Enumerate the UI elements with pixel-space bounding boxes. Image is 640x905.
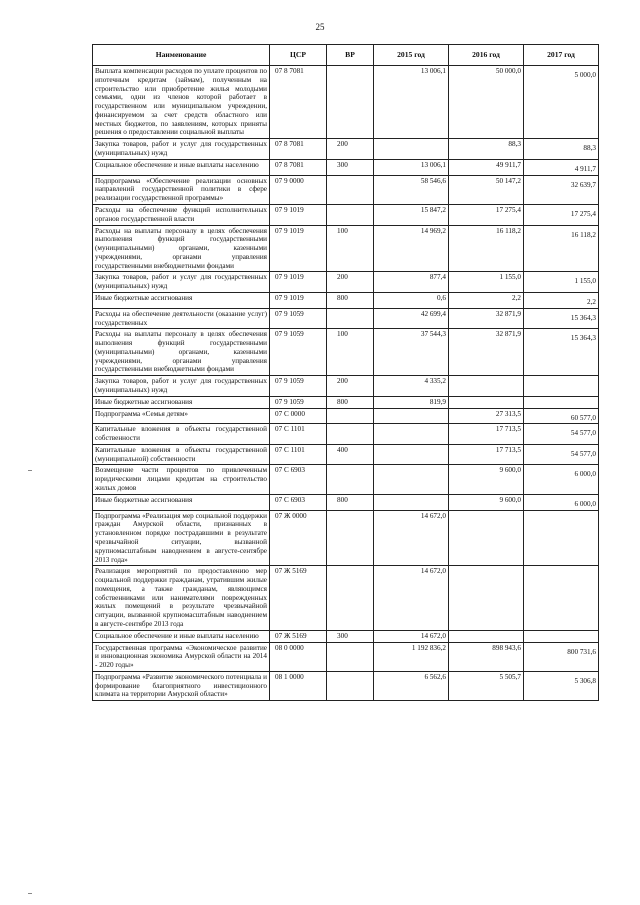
row-value-2015-text: 13 006,1 bbox=[420, 160, 446, 169]
row-csr: 07 С 0000 bbox=[270, 408, 327, 424]
row-value-2015 bbox=[374, 175, 449, 204]
row-value-2015 bbox=[374, 671, 449, 700]
page-number: 25 bbox=[315, 22, 325, 32]
row-name: Подпрограмма «Развитие экономического потенциала и формирование благоприятного инвестиционного климата на территории Амурской области» bbox=[93, 671, 270, 700]
row-value-2016 bbox=[449, 510, 524, 566]
row-value-2016-text: 9 600,0 bbox=[499, 495, 521, 504]
row-value-2016 bbox=[449, 396, 524, 408]
row-value-2015-text: 37 544,3 bbox=[420, 330, 446, 339]
row-value-2016 bbox=[449, 329, 524, 376]
row-name: Подпрограмма «Семья детям» bbox=[93, 408, 270, 424]
row-vr: 100 bbox=[327, 225, 374, 272]
row-csr: 07 С 6903 bbox=[270, 494, 327, 510]
row-value-2016-text: 1 155,0 bbox=[499, 273, 521, 282]
row-csr: 07 С 1101 bbox=[270, 424, 327, 445]
row-vr bbox=[327, 671, 374, 700]
row-name: Иные бюджетные ассигнования bbox=[93, 396, 270, 408]
row-value-2017-text: 5 306,8 bbox=[574, 676, 596, 685]
row-csr: 07 9 1059 bbox=[270, 396, 327, 408]
table-row bbox=[93, 376, 599, 397]
row-csr: 07 9 0000 bbox=[270, 175, 327, 204]
row-value-2016 bbox=[449, 308, 524, 329]
table-row bbox=[93, 566, 599, 630]
row-csr: 08 0 0000 bbox=[270, 642, 327, 671]
row-name: Расходы на выплаты персоналу в целях обеспечения выполнения функций государственными (муниципальными) органами, казенными учреждениями, органами управления государственными внебюджетными фондами bbox=[93, 329, 270, 376]
row-csr: 07 9 1059 bbox=[270, 308, 327, 329]
row-value-2016 bbox=[449, 175, 524, 204]
row-value-2016-text: 50 000,0 bbox=[495, 67, 521, 75]
row-csr: 07 8 7081 bbox=[270, 159, 327, 175]
row-value-2016 bbox=[449, 376, 524, 397]
row-name: Социальное обеспечение и иные выплаты населению bbox=[93, 159, 270, 175]
row-name: Социальное обеспечение и иные выплаты населению bbox=[93, 630, 270, 642]
row-vr: 300 bbox=[327, 630, 374, 642]
row-vr: 800 bbox=[327, 494, 374, 510]
row-value-2016 bbox=[449, 642, 524, 671]
row-vr: 400 bbox=[327, 444, 374, 465]
header-csr: ЦСР bbox=[270, 45, 327, 66]
row-value-2015 bbox=[374, 159, 449, 175]
table-row bbox=[93, 465, 599, 494]
row-csr: 07 9 1019 bbox=[270, 272, 327, 293]
row-value-2016-text: 2,2 bbox=[512, 293, 521, 302]
header-2017: 2017 год bbox=[524, 45, 599, 66]
table-row bbox=[93, 204, 599, 225]
row-value-2015-text: 58 546,6 bbox=[420, 176, 446, 185]
row-value-2017-text bbox=[526, 377, 596, 381]
row-csr: 07 9 1019 bbox=[270, 204, 327, 225]
row-vr: 200 bbox=[327, 272, 374, 293]
row-name: Выплата компенсации расходов по уплате процентов по ипотечным кредитам (займам), полученным на строительство или приобретение жилья молодыми семьями, одни из членов которой работает в государственном или муниципальном учреждении, финансируемом за счет средств областного или местных бюджетов, по заявлениям, которых приняты решения о предоставлении социальной выплаты bbox=[93, 66, 270, 139]
row-value-2015-text: 819,9 bbox=[429, 397, 446, 406]
row-name: Закупка товаров, работ и услуг для государственных (муниципальных) нужд bbox=[93, 376, 270, 397]
row-name: Возмещение части процентов по привлеченным юридическими лицами кредитам на строительство жилых домов bbox=[93, 465, 270, 494]
row-value-2016-text: 17 713,5 bbox=[495, 425, 521, 434]
row-value-2015 bbox=[374, 444, 449, 465]
row-value-2015 bbox=[374, 308, 449, 329]
row-value-2015 bbox=[374, 329, 449, 376]
row-value-2016 bbox=[449, 139, 524, 160]
table-row bbox=[93, 66, 599, 139]
table-row bbox=[93, 308, 599, 329]
row-value-2017-text: 6 000,0 bbox=[574, 470, 596, 479]
row-value-2017-text: 15 364,3 bbox=[570, 313, 596, 322]
row-name: Подпрограмма «Реализация мер социальной поддержки граждан Амурской области, признанных в установленном порядке пострадавшими в результате чрезвычайной ситуации, вызванной крупномасштабным наводнением в августе-сентябре 2013 года» bbox=[93, 510, 270, 566]
row-name: Государственная программа «Экономическое развитие и инновационная экономика Амурской области на 2014 - 2020 годы» bbox=[93, 642, 270, 671]
table-row bbox=[93, 225, 599, 272]
header-2016: 2016 год bbox=[449, 45, 524, 66]
row-value-2015 bbox=[374, 225, 449, 272]
row-vr: 800 bbox=[327, 396, 374, 408]
row-name: Расходы на выплаты персоналу в целях обеспечения выполнения функций государственными (муниципальными) органами, казенными учреждениями, органами управления государственными внебюджетными фондами bbox=[93, 225, 270, 272]
row-csr: 08 1 0000 bbox=[270, 671, 327, 700]
row-value-2016-text: 898 943,6 bbox=[492, 643, 521, 652]
row-value-2017 bbox=[524, 424, 599, 445]
row-value-2015-text: 13 006,1 bbox=[420, 67, 446, 75]
row-value-2016 bbox=[449, 630, 524, 642]
row-value-2015-text: 15 847,2 bbox=[420, 205, 446, 214]
row-csr: 07 8 7081 bbox=[270, 66, 327, 139]
row-value-2017-text: 88,3 bbox=[583, 144, 596, 153]
table-row bbox=[93, 396, 599, 408]
row-vr: 200 bbox=[327, 376, 374, 397]
row-value-2017 bbox=[524, 175, 599, 204]
header-2015: 2015 год bbox=[374, 45, 449, 66]
row-value-2017-text: 60 577,0 bbox=[570, 413, 596, 422]
row-value-2015 bbox=[374, 66, 449, 139]
row-value-2015 bbox=[374, 630, 449, 642]
row-value-2017-text: 15 364,3 bbox=[570, 334, 596, 343]
table-row bbox=[93, 424, 599, 445]
row-vr: 100 bbox=[327, 329, 374, 376]
margin-mark bbox=[28, 470, 32, 471]
row-value-2017 bbox=[524, 272, 599, 293]
row-value-2015 bbox=[374, 204, 449, 225]
row-value-2017 bbox=[524, 66, 599, 139]
row-value-2015 bbox=[374, 424, 449, 445]
row-csr: 07 9 1059 bbox=[270, 376, 327, 397]
row-value-2016 bbox=[449, 204, 524, 225]
row-value-2016 bbox=[449, 66, 524, 139]
table-row bbox=[93, 630, 599, 642]
row-vr bbox=[327, 510, 374, 566]
row-vr bbox=[327, 66, 374, 139]
row-value-2017 bbox=[524, 376, 599, 397]
row-value-2017-text: 5 000,0 bbox=[574, 71, 596, 79]
row-value-2017-text bbox=[526, 398, 596, 402]
row-value-2016-text: 50 147,2 bbox=[495, 176, 521, 185]
row-value-2017 bbox=[524, 139, 599, 160]
row-value-2016-text: 32 871,9 bbox=[495, 330, 521, 339]
row-value-2016 bbox=[449, 408, 524, 424]
row-value-2017-text: 54 577,0 bbox=[570, 429, 596, 438]
row-value-2015-text: 0,6 bbox=[437, 293, 446, 302]
row-value-2015-text: 14 969,2 bbox=[420, 226, 446, 235]
row-value-2016-text: 88,3 bbox=[508, 140, 521, 149]
row-value-2017 bbox=[524, 566, 599, 630]
row-value-2015 bbox=[374, 510, 449, 566]
table-row bbox=[93, 175, 599, 204]
table-row bbox=[93, 139, 599, 160]
row-csr: 07 Ж 5169 bbox=[270, 566, 327, 630]
row-name: Иные бюджетные ассигнования bbox=[93, 494, 270, 510]
row-name: Капитальные вложения в объекты государственной собственности bbox=[93, 424, 270, 445]
row-csr: 07 9 1059 bbox=[270, 329, 327, 376]
row-value-2015-text: 14 672,0 bbox=[420, 567, 446, 576]
table-row bbox=[93, 272, 599, 293]
row-value-2016-text: 32 871,9 bbox=[495, 309, 521, 318]
row-value-2016 bbox=[449, 292, 524, 308]
row-value-2016-text: 27 313,5 bbox=[495, 409, 521, 418]
row-value-2017 bbox=[524, 444, 599, 465]
row-vr bbox=[327, 204, 374, 225]
row-value-2015 bbox=[374, 494, 449, 510]
row-value-2015 bbox=[374, 566, 449, 630]
row-value-2017 bbox=[524, 510, 599, 566]
row-value-2016 bbox=[449, 566, 524, 630]
table-row bbox=[93, 671, 599, 700]
row-value-2017 bbox=[524, 329, 599, 376]
table-row bbox=[93, 159, 599, 175]
row-vr bbox=[327, 308, 374, 329]
row-value-2016 bbox=[449, 465, 524, 494]
row-value-2015-text: 14 672,0 bbox=[420, 631, 446, 640]
row-value-2015 bbox=[374, 396, 449, 408]
margin-mark bbox=[28, 893, 32, 894]
row-value-2016-text: 17 275,4 bbox=[495, 205, 521, 214]
row-value-2015 bbox=[374, 408, 449, 424]
row-name: Закупка товаров, работ и услуг для государственных (муниципальных) нужд bbox=[93, 272, 270, 293]
row-value-2015 bbox=[374, 272, 449, 293]
row-value-2016-text: 49 911,7 bbox=[496, 160, 521, 169]
table-row bbox=[93, 329, 599, 376]
row-value-2015-text: 1 192 836,2 bbox=[411, 643, 446, 652]
row-value-2017-text: 800 731,6 bbox=[567, 647, 596, 656]
row-value-2017 bbox=[524, 308, 599, 329]
row-value-2015 bbox=[374, 292, 449, 308]
row-value-2015 bbox=[374, 376, 449, 397]
row-csr: 07 С 1101 bbox=[270, 444, 327, 465]
row-value-2017-text bbox=[526, 512, 596, 516]
row-vr bbox=[327, 465, 374, 494]
row-value-2017 bbox=[524, 671, 599, 700]
row-vr bbox=[327, 642, 374, 671]
row-value-2016 bbox=[449, 424, 524, 445]
row-name: Расходы на обеспечение функций исполнительных органов государственной власти bbox=[93, 204, 270, 225]
row-value-2017 bbox=[524, 630, 599, 642]
row-value-2016-text: 9 600,0 bbox=[499, 466, 521, 475]
row-value-2017-text bbox=[526, 567, 596, 571]
table-row bbox=[93, 408, 599, 424]
row-value-2016-text: 17 713,5 bbox=[495, 445, 521, 454]
row-value-2016 bbox=[449, 671, 524, 700]
row-name: Закупка товаров, работ и услуг для государственных (муниципальных) нужд bbox=[93, 139, 270, 160]
row-name: Реализация мероприятий по предоставлению мер социальной поддержки гражданам, утратившим жилые помещения, а также гражданам, являющимся собственниками или нанимателями поврежденных жилых помещений в результате чрезвычайной ситуации, вызванной крупномасштабным наводнением в августе-сентябре 2013 года bbox=[93, 566, 270, 630]
row-csr: 07 9 1019 bbox=[270, 292, 327, 308]
row-value-2017-text: 17 275,4 bbox=[570, 209, 596, 218]
budget-table bbox=[92, 44, 599, 701]
row-vr: 300 bbox=[327, 159, 374, 175]
row-name: Расходы на обеспечение деятельности (оказание услуг) государственных bbox=[93, 308, 270, 329]
row-value-2015-text: 877,4 bbox=[429, 273, 446, 282]
row-value-2017 bbox=[524, 465, 599, 494]
row-value-2017 bbox=[524, 396, 599, 408]
row-value-2015-text: 6 562,6 bbox=[424, 672, 446, 681]
row-value-2017-text: 4 911,7 bbox=[574, 164, 596, 173]
row-value-2015-text: 4 335,2 bbox=[424, 377, 446, 386]
row-value-2016-text: 5 505,7 bbox=[499, 672, 521, 681]
table-row bbox=[93, 510, 599, 566]
row-csr: 07 С 6903 bbox=[270, 465, 327, 494]
row-vr: 200 bbox=[327, 139, 374, 160]
row-value-2015 bbox=[374, 139, 449, 160]
table-row bbox=[93, 642, 599, 671]
table-header bbox=[93, 45, 599, 66]
row-value-2015 bbox=[374, 465, 449, 494]
row-value-2017 bbox=[524, 408, 599, 424]
row-name: Капитальные вложения в объекты государственной (муниципальной) собственности bbox=[93, 444, 270, 465]
row-value-2015-text: 42 699,4 bbox=[420, 309, 446, 318]
row-name: Подпрограмма «Обеспечение реализации основных направлений государственной политики в сфере реализации государственной программы» bbox=[93, 175, 270, 204]
row-name: Иные бюджетные ассигнования bbox=[93, 292, 270, 308]
row-value-2017 bbox=[524, 642, 599, 671]
row-vr bbox=[327, 566, 374, 630]
row-value-2017 bbox=[524, 225, 599, 272]
row-value-2016 bbox=[449, 272, 524, 293]
table-row bbox=[93, 292, 599, 308]
row-value-2017-text: 1 155,0 bbox=[574, 277, 596, 286]
row-value-2017 bbox=[524, 204, 599, 225]
row-value-2017 bbox=[524, 494, 599, 510]
row-value-2017-text bbox=[526, 632, 596, 636]
row-value-2017-text: 32 639,7 bbox=[570, 180, 596, 189]
row-value-2016-text: 16 118,2 bbox=[496, 226, 521, 235]
row-csr: 07 Ж 0000 bbox=[270, 510, 327, 566]
row-value-2017-text: 6 000,0 bbox=[574, 499, 596, 508]
row-value-2016 bbox=[449, 159, 524, 175]
table-body bbox=[93, 66, 599, 701]
table-row bbox=[93, 494, 599, 510]
row-value-2017-text: 2,2 bbox=[587, 297, 596, 306]
row-csr: 07 9 1019 bbox=[270, 225, 327, 272]
row-csr: 07 Ж 5169 bbox=[270, 630, 327, 642]
row-vr: 800 bbox=[327, 292, 374, 308]
row-value-2017 bbox=[524, 159, 599, 175]
row-value-2017-text: 16 118,2 bbox=[571, 230, 596, 239]
header-name: Наименование bbox=[93, 45, 270, 66]
row-vr bbox=[327, 424, 374, 445]
table-row bbox=[93, 444, 599, 465]
row-value-2015-text: 14 672,0 bbox=[420, 511, 446, 520]
row-value-2017-text: 54 577,0 bbox=[570, 449, 596, 458]
row-value-2016 bbox=[449, 444, 524, 465]
row-csr: 07 8 7081 bbox=[270, 139, 327, 160]
row-value-2016 bbox=[449, 494, 524, 510]
row-value-2017 bbox=[524, 292, 599, 308]
row-value-2016 bbox=[449, 225, 524, 272]
row-vr bbox=[327, 175, 374, 204]
row-vr bbox=[327, 408, 374, 424]
row-value-2015 bbox=[374, 642, 449, 671]
header-vr: ВР bbox=[327, 45, 374, 66]
